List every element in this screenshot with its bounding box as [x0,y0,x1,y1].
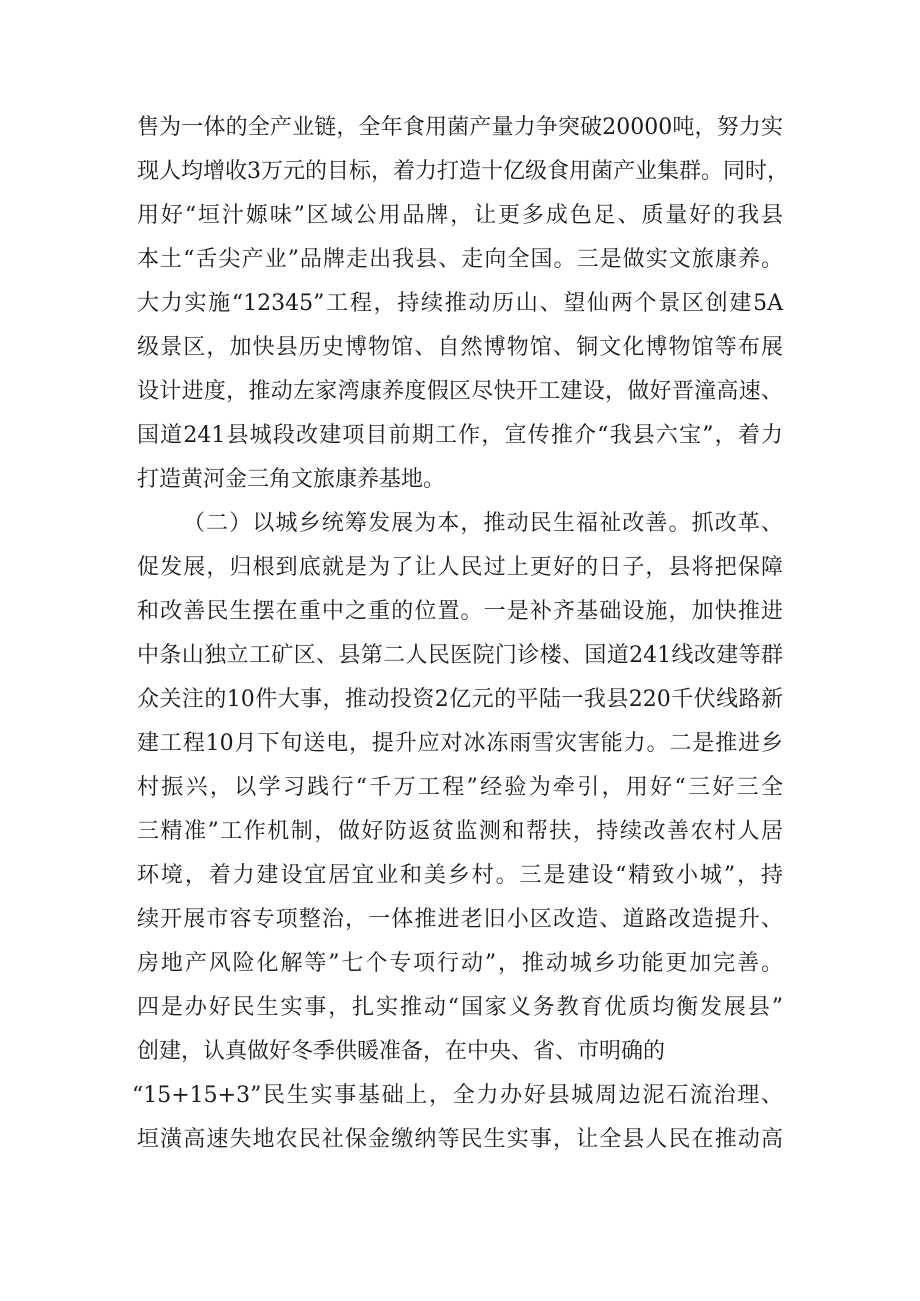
paragraph-heading-line: （二）以城乡统筹发展为本，推动民生福祉改善。抓改革、 [183,511,783,536]
text-line: 促发展，归根到底就是为了让人民过上更好的日子，县将把保障 [137,555,783,580]
text-line: 三精准”工作机制，做好防返贫监测和帮扶，持续改善农村人居 [137,819,783,844]
text-line: 中条山独立工矿区、县第二人民医院门诊楼、国道241线改建等群 [137,643,783,668]
text-line: 村振兴，以学习践行“千万工程”经验为牵引，用好“三好三全 [137,775,783,800]
text-line: 环境，着力建设宜居宜业和美乡村。三是建设“精致小城”，持 [137,863,783,888]
text-line: “15+15+3”民生实事基础上，全力办好县城周边泥石流治理、 [132,1083,783,1108]
text-line: 众关注的10件大事，推动投资2亿元的平陆一我县220千伏线路新 [137,687,783,712]
text-line: 用好“垣汁嫄味”区域公用品牌，让更多成色足、质量好的我县 [137,203,783,228]
text-line: 打造黄河金三角文旅康养基地。 [137,467,446,492]
text-line: 设计进度，推动左家湾康养度假区尽快开工建设，做好晋潼高速、 [137,379,783,404]
text-line: 级景区，加快县历史博物馆、自然博物馆、铜文化博物馆等布展 [137,335,783,360]
text-line: 和改善民生摆在重中之重的位置。一是补齐基础设施，加快推进 [137,599,783,624]
text-line: 国道241县城段改建项目前期工作，宣传推介“我县六宝”，着力 [137,423,783,448]
text-line: 建工程10月下旬送电，提升应对冰冻雨雪灾害能力。二是推进乡 [137,731,783,756]
text-line: 续开展市容专项整治，一体推进老旧小区改造、道路改造提升、 [137,907,783,932]
text-line: 售为一体的全产业链，全年食用菌产量力争突破20000吨，努力实 [137,115,783,140]
text-line: 大力实施“12345”工程，持续推动历山、望仙两个景区创建5A [137,291,783,316]
text-line: 房地产风险化解等”七个专项行动”，推动城乡功能更加完善。 [137,951,783,976]
text-line: 创建，认真做好冬季供暖准备，在中央、省、市明确的 [137,1039,666,1064]
text-line: 现人均增收3万元的目标，着力打造十亿级食用菌产业集群。同时， [137,159,789,184]
text-line: 四是办好民生实事，扎实推动“国家义务教育优质均衡发展县” [137,995,783,1020]
text-line: 垣潢高速失地农民社保金缴纳等民生实事，让全县人民在推动高 [137,1127,783,1152]
text-line: 本土“舌尖产业”品牌走出我县、走向全国。三是做实文旅康养。 [137,247,783,272]
